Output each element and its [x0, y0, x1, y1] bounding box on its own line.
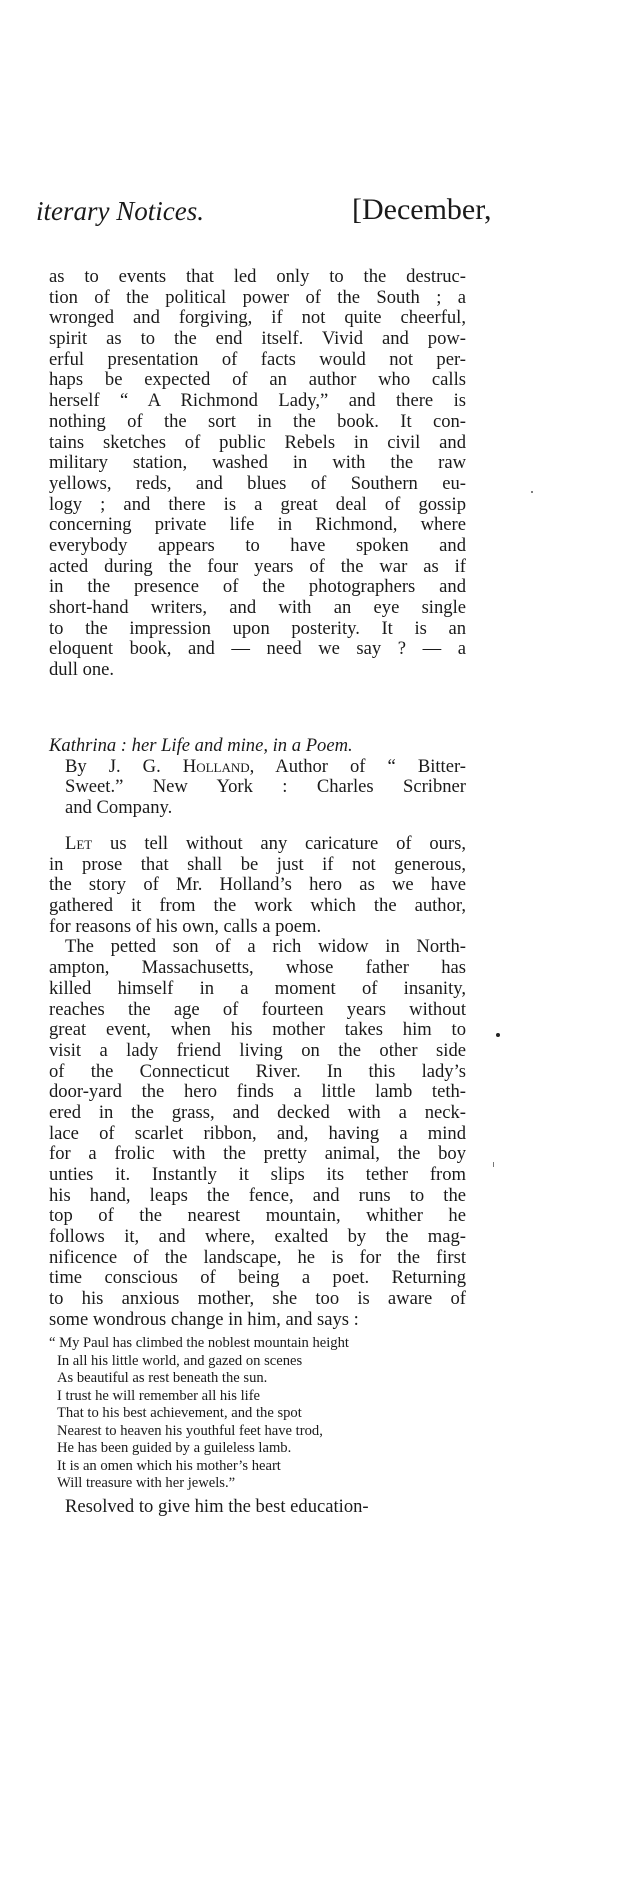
running-head-section: iterary Notices. — [36, 196, 204, 226]
verse-line: I trust he will remember all his life — [57, 1387, 261, 1404]
text-line: Resolved to give him the best education- — [65, 1496, 369, 1517]
verse-line: It is an omen which his mother’s heart — [57, 1457, 281, 1474]
author-name: Holland — [182, 755, 250, 777]
text-line: wronged and forgiving, if not quite cheerful, — [49, 307, 466, 329]
verse-line: Nearest to heaven his youthful feet have trod, — [57, 1422, 323, 1439]
text-line: to the impression upon posterity. It is an — [49, 617, 466, 639]
text-line: the story of Mr. Holland’s hero as we have — [49, 874, 466, 896]
text-line: erful presentation of facts would not per- — [49, 348, 466, 370]
verse-line: In all his little world, and gazed on scenes — [57, 1352, 303, 1369]
text-line: visit a lady friend living on the other side — [49, 1039, 466, 1061]
text-line: ampton, Massachusetts, whose father has — [49, 957, 466, 979]
ink-speck — [531, 491, 533, 493]
text-line: short-hand writers, and with an eye single — [49, 597, 466, 618]
text-line: concerning private life in Richmond, where — [49, 514, 466, 536]
text-line: eloquent book, and — need we say ? — a — [49, 638, 466, 660]
text-line: lace of scarlet ribbon, and, having a mind — [49, 1122, 466, 1144]
text-line: military station, washed in with the raw — [49, 452, 466, 474]
review-continued — [49, 267, 466, 681]
text-line: ered in the grass, and decked with a neck- — [49, 1101, 466, 1123]
text-line: tion of the political power of the South ; a — [49, 286, 466, 308]
text-line: great event, when his mother takes him to — [49, 1019, 466, 1041]
text-line: gathered it from the work which the author, — [49, 895, 466, 917]
book-citation — [49, 736, 466, 819]
ink-speck — [493, 1162, 494, 1167]
text-line — [49, 834, 466, 855]
text-line: in prose that shall be just if not generous, — [49, 853, 466, 875]
text-line: everybody appears to have spoken and — [49, 534, 466, 556]
text-line: for reasons of his own, calls a poem. — [49, 915, 322, 937]
text-line: unties it. Instantly it slips its tether from — [49, 1164, 466, 1185]
running-head-month: [December, — [352, 193, 492, 226]
byline-rest: , Author of “ Bitter- — [249, 755, 466, 777]
text-line: as to events that led only to the destruc- — [49, 266, 466, 287]
text-line: reaches the age of fourteen years without — [49, 998, 466, 1020]
text-line: for a frolic with the pretty animal, the boy — [49, 1143, 466, 1165]
lead-rest: us tell without any caricature of ours, — [92, 833, 466, 854]
verse-line: He has been guided by a guileless lamb. — [57, 1440, 292, 1456]
verse-line: As beautiful as rest beneath the sun. — [57, 1370, 268, 1386]
lead-word: Let — [65, 833, 93, 854]
book-publisher: Sweet.” New York : Charles Scribner — [65, 776, 466, 798]
text-line: dull one. — [49, 659, 115, 681]
byline-by: By J. G. — [65, 755, 183, 777]
text-line: haps be expected of an author who calls — [49, 369, 466, 391]
review-continuation — [49, 1497, 466, 1518]
verse-line: That to his best achievement, and the spot — [57, 1405, 302, 1421]
text-line: of the Connecticut River. In this lady’s — [49, 1060, 466, 1082]
text-line: follows it, and where, exalted by the mag- — [49, 1226, 466, 1248]
text-line: nificence of the landscape, he is for the first — [49, 1246, 466, 1268]
text-line: nothing of the sort in the book. It con- — [49, 410, 466, 432]
text-line: his hand, leaps the fence, and runs to the — [49, 1184, 466, 1206]
review-body — [49, 834, 466, 1331]
text-line: spirit as to the end itself. Vivid and pow- — [49, 328, 466, 350]
text-line: in the presence of the photographers and — [49, 576, 466, 598]
text-line: to his anxious mother, she too is aware of — [49, 1288, 466, 1310]
text-line: tains sketches of public Rebels in civil and — [49, 431, 466, 453]
verse-quote — [49, 1335, 466, 1493]
book-byline — [49, 757, 466, 778]
text-line: yellows, reds, and blues of Southern eu- — [49, 472, 466, 494]
text-line: killed himself in a moment of insanity, — [49, 977, 466, 999]
text-line: time conscious of being a poet. Returning — [49, 1267, 466, 1289]
text-line: top of the nearest mountain, whither he — [49, 1205, 466, 1227]
ink-speck — [496, 1033, 500, 1037]
text-line: herself “ A Richmond Lady,” and there is — [49, 390, 466, 412]
book-publisher-end: and Company. — [65, 797, 173, 819]
verse-line: “ My Paul has climbed the noblest mountain height — [49, 1335, 349, 1351]
text-line: door-yard the hero finds a little lamb teth- — [49, 1081, 466, 1103]
book-title: Kathrina : her Life and mine, in a Poem. — [49, 735, 353, 756]
text-line: logy ; and there is a great deal of gossip — [49, 493, 466, 515]
text-line: The petted son of a rich widow in North- — [65, 936, 466, 958]
text-line: some wondrous change in him, and says : — [49, 1308, 359, 1330]
text-line: acted during the four years of the war as if — [49, 555, 466, 577]
verse-line: Will treasure with her jewels.” — [57, 1475, 236, 1491]
